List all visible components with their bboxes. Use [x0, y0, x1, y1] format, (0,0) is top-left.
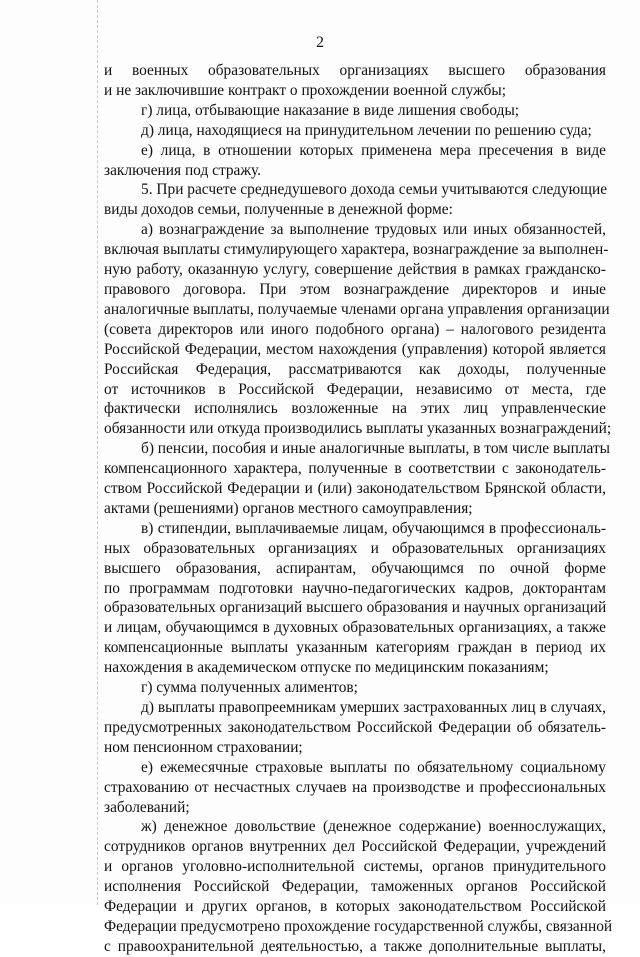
text-line: нахождения в академическом отпуске по медицинским показаниям; — [104, 659, 549, 677]
text-line: высшего образования, аспирантам, обучающимся по очной форме — [104, 559, 606, 577]
text-line: заболеваний; — [104, 798, 190, 816]
text-line: а) вознаграждение за выполнение трудовых или иных обязанностей, — [141, 221, 606, 239]
text-line: б) пенсии, пособия и иные аналогичные выплаты, в том числе выплаты — [141, 440, 611, 458]
text-line: д) выплаты правопреемникам умерших застрахованных лиц в случаях, — [141, 699, 606, 716]
text-line: правового договора. При этом вознаграждение директоров и иные — [104, 280, 606, 298]
text-line: и органов уголовно-исполнительной системы, органов принудительного — [104, 858, 606, 876]
text-line: аналогичные выплаты, получаемые членами органа управления организации — [104, 300, 610, 318]
text-line: Федерации предусмотрено прохождение государственной службы, связанной — [104, 917, 613, 935]
text-line: предусмотренных законодательством Российской Федерации об обязатель- — [104, 718, 606, 736]
text-line: д) лица, находящиеся на принудительном лечении по решению суда; — [141, 121, 592, 139]
text-line: г) сумма полученных алиментов; — [141, 679, 358, 697]
text-line: и военных образовательных организациях высшего образования — [104, 62, 606, 79]
text-line: ством Российской Федерации и (или) законодательством Брянской области, — [104, 480, 606, 498]
text-line: актами (решениями) органов местного самоуправления; — [104, 499, 473, 517]
text-line: обязанности или откуда производились выплаты указанных вознаграждений; — [104, 420, 612, 438]
text-line: (совета директоров или иного подобного органа) – налогового резидента — [104, 320, 606, 338]
text-line: ную работу, оказанную услугу, совершение действия в рамках гражданско- — [104, 261, 606, 279]
text-line: компенсационного характера, полученные в соответствии с законодатель- — [104, 460, 606, 478]
text-line: Российская Федерация, рассматриваются как доходы, полученные — [104, 360, 606, 378]
text-line: е) ежемесячные страховые выплаты по обязательному социальному — [141, 758, 606, 776]
text-line: исполнения Российской Федерации, таможенных органов Российской — [104, 878, 606, 896]
text-line: фактически исполнялись возложенные на этих лиц управленческие — [104, 400, 606, 418]
document-body — [104, 61, 613, 957]
text-line: включая выплаты стимулирующего характера, вознаграждение за выполнен- — [104, 241, 609, 259]
text-line: и не заключившие контракт о прохождении военной службы; — [104, 81, 506, 99]
text-line: в) стипендии, выплачиваемые лицам, обучающимся в профессиональ- — [141, 519, 606, 537]
text-line: и лицам, обучающимся в духовных образовательных организациях, а также — [104, 619, 606, 637]
text-line: ж) денежное довольствие (денежное содержание) военнослужащих, — [141, 818, 606, 836]
page-number: 2 — [316, 34, 324, 51]
text-line: с правоохранительной деятельностью, а также дополнительные выплаты, — [104, 937, 606, 955]
text-line: ных образовательных организациях и образовательных организациях — [104, 539, 606, 557]
text-line: заключения под стражу. — [104, 161, 262, 179]
text-line: 5. При расчете среднедушевого дохода семьи учитываются следующие — [141, 181, 608, 199]
text-line: от источников в Российской Федерации, независимо от места, где — [104, 380, 606, 398]
text-line: е) лица, в отношении которых применена мера пресечения в виде — [141, 141, 606, 159]
text-line: Российской Федерации, местом нахождения (управления) которой является — [104, 340, 606, 358]
text-line: г) лица, отбывающие наказание в виде лишения свободы; — [141, 101, 520, 119]
text-line: виды доходов семьи, полученные в денежной форме: — [104, 201, 453, 219]
text-line: сотрудников органов внутренних дел Российской Федерации, учреждений — [104, 838, 606, 856]
text-line: страхованию от несчастных случаев на производстве и профессиональных — [104, 778, 606, 796]
text-line: Федерации и других органов, в которых законодательством Российской — [104, 898, 606, 916]
text-line: ном пенсионном страховании; — [104, 738, 303, 756]
text-line: компенсационные выплаты указанным категориям граждан в период их — [104, 639, 606, 657]
text-line: образовательных организаций высшего образования и научных организаций — [104, 599, 607, 617]
binding-margin-line — [97, 0, 98, 905]
text-line: по программам подготовки научно-педагогических кадров, докторантам — [104, 579, 606, 597]
